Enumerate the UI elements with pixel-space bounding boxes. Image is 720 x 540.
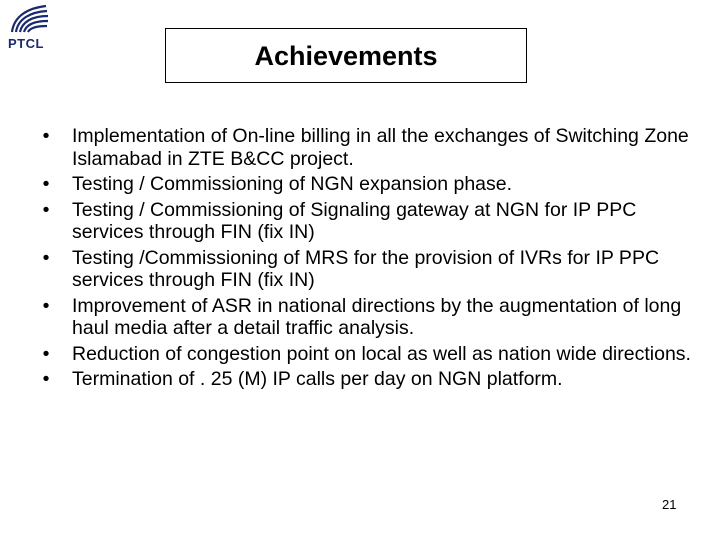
ptcl-swoosh-icon: [6, 2, 52, 36]
bullet-icon: •: [42, 173, 50, 195]
list-item-text: Termination of . 25 (M) IP calls per day on NGN platform.: [72, 368, 563, 390]
slide-title-box: [165, 28, 527, 83]
bullet-icon: •: [42, 342, 50, 365]
ptcl-logo: [2, 2, 58, 52]
page-number: 21: [662, 497, 677, 512]
list-item: [40, 173, 700, 196]
achievements-list: [40, 125, 700, 394]
bullet-icon: •: [42, 198, 50, 221]
list-item-text: Testing /Commissioning of MRS for the provision of IVRs for IP PPC services through FIN (fix IN): [72, 246, 660, 291]
list-item: [40, 295, 700, 340]
bullet-icon: •: [42, 294, 50, 317]
logo-wordmark: PTCL: [8, 36, 44, 51]
list-item: [40, 125, 700, 170]
list-item: [40, 343, 700, 366]
list-item-text: Testing / Commissioning of NGN expansion phase.: [72, 173, 513, 195]
bullet-icon: •: [42, 368, 50, 390]
slide-title: Achievements: [254, 40, 438, 71]
bullet-icon: •: [42, 246, 50, 269]
list-item: [40, 247, 700, 292]
list-item-text: Testing / Commissioning of Signaling gateway at NGN for IP PPC services through FIN (fix IN): [72, 198, 637, 243]
list-item: [40, 368, 700, 391]
bullet-icon: •: [42, 125, 50, 147]
list-item-text: Improvement of ASR in national directions by the augmentation of long haul media after a detail traffic analysis.: [72, 294, 682, 339]
list-item-text: Implementation of On-line billing in all the exchanges of Switching Zone Islamabad in ZTE B&CC project.: [72, 125, 689, 170]
list-item: [40, 199, 700, 244]
list-item-text: Reduction of congestion point on local as well as nation wide directions.: [72, 342, 691, 365]
